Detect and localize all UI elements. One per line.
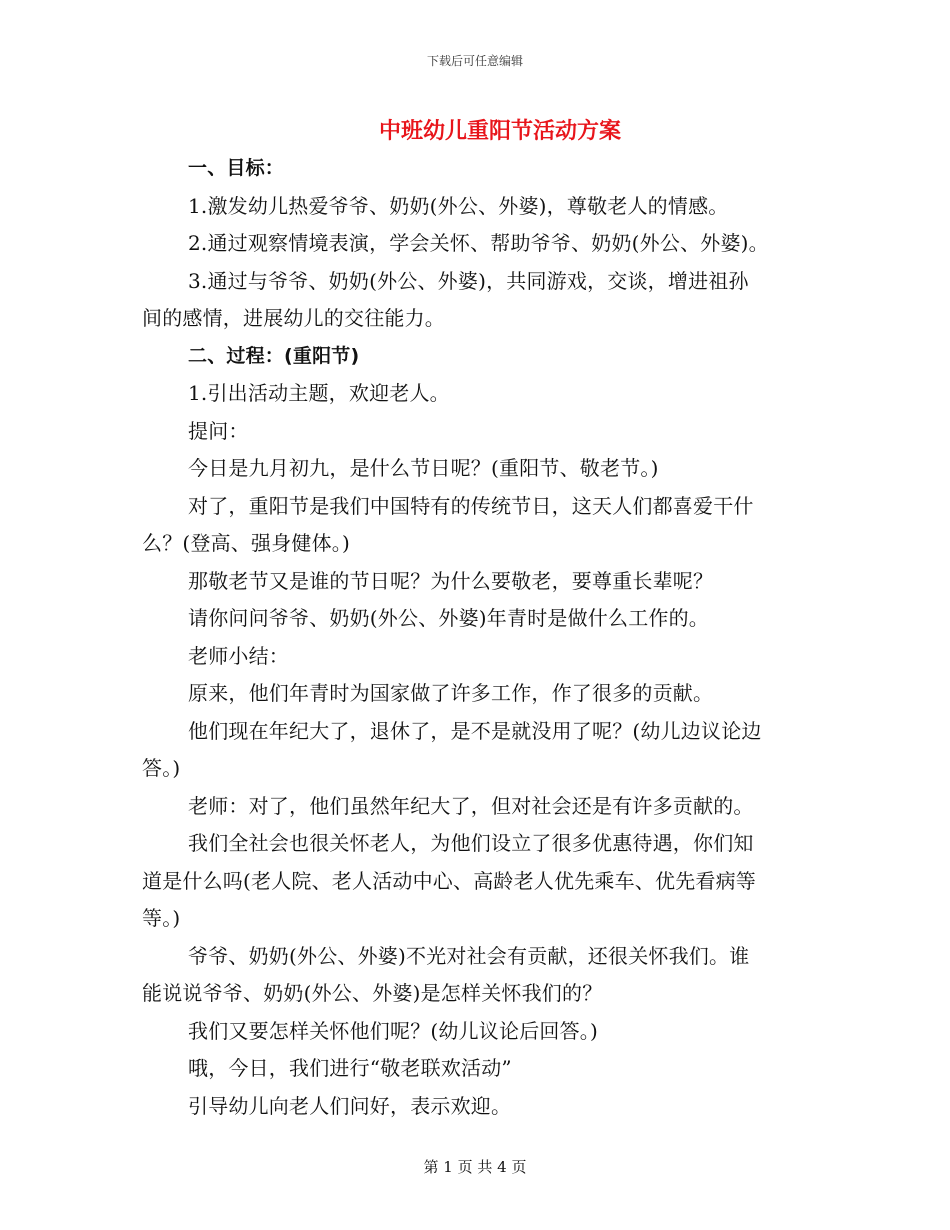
section-heading-process: 二、过程：(重阳节): [188, 344, 360, 367]
body-line: 1.激发幼儿热爱爷爷、奶奶(外公、外婆)，尊敬老人的情感。: [188, 193, 729, 218]
body-line: 他们现在年纪大了，退休了，是不是就没用了呢？(幼儿边议论边: [188, 718, 762, 743]
page-number-footer: 第 1 页 共 4 页: [423, 1158, 527, 1176]
body-line: 老师：对了，他们虽然年纪大了，但对社会还是有许多贡献的。: [188, 793, 754, 818]
body-line: 答。): [142, 756, 181, 780]
document-body: [142, 150, 812, 1125]
body-line: 引导幼儿向老人们问好，表示欢迎。: [188, 1093, 512, 1118]
body-line: 等。): [142, 906, 181, 930]
body-line: 3.通过与爷爷、奶奶(外公、外婆)，共同游戏，交谈，增进祖孙: [188, 268, 749, 293]
body-line: 间的感情，进展幼儿的交往能力。: [142, 306, 445, 330]
body-line: 道是什么吗(老人院、老人活动中心、高龄老人优先乘车、优先看病等: [142, 868, 757, 893]
body-line: 么？(登高、强身健体。): [142, 531, 351, 555]
body-line: 爷爷、奶奶(外公、外婆)不光对社会有贡献，还很关怀我们。谁: [188, 943, 750, 968]
body-line: 哦，今日，我们进行“敬老联欢活动”: [188, 1056, 512, 1080]
body-line: 对了，重阳节是我们中国特有的传统节日，这天人们都喜爱干什: [188, 493, 754, 518]
body-line: 2.通过观察情境表演，学会关怀、帮助爷爷、奶奶(外公、外婆)。: [188, 231, 769, 255]
body-line: 1.引出活动主题，欢迎老人。: [188, 381, 450, 405]
body-line: 请你问问爷爷、奶奶(外公、外婆)年青时是做什么工作的。: [188, 606, 710, 630]
body-line: 能说说爷爷、奶奶(外公、外婆)是怎样关怀我们的？: [142, 981, 603, 1005]
document-title: 中班幼儿重阳节活动方案: [378, 119, 621, 144]
header-note: 下载后可任意编辑: [426, 54, 523, 68]
body-line: 提问：: [188, 418, 249, 443]
body-line: 今日是九月初九，是什么节日呢？(重阳节、敬老节。): [188, 456, 659, 480]
body-line: 老师小结：: [188, 643, 289, 668]
body-line: 那敬老节又是谁的节日呢？为什么要敬老，要尊重长辈呢？: [188, 568, 714, 593]
body-line: 原来，他们年青时为国家做了许多工作，作了很多的贡献。: [188, 681, 714, 705]
section-heading-goals: 一、目标：: [188, 157, 285, 179]
body-line: 我们全社会也很关怀老人，为他们设立了很多优惠待遇，你们知: [188, 831, 754, 855]
body-line: 我们又要怎样关怀他们呢？(幼儿议论后回答。): [188, 1018, 599, 1043]
